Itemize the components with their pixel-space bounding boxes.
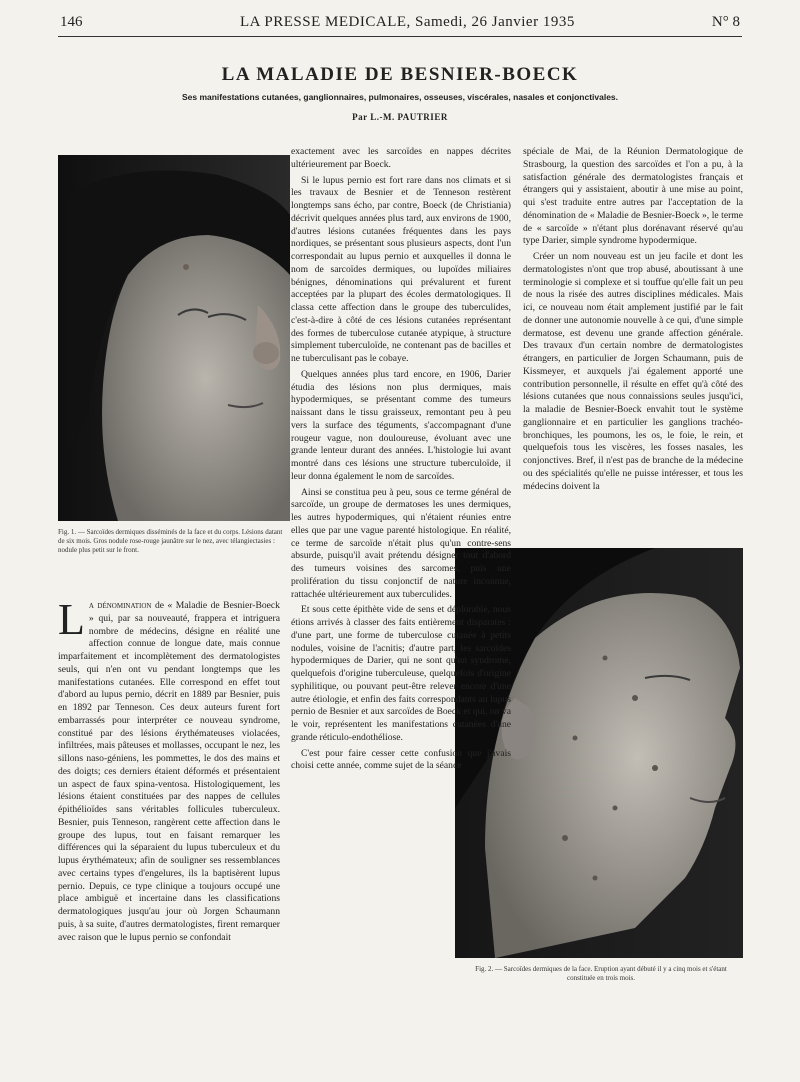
paragraph — [58, 600, 280, 944]
paragraph: Quelques années plus tard encore, en 1906, Darier étudia des lésions non plus dermiques, mais hypodermiques, se présentant comme des tumeurs naissant dans le tissu graisseux, remontant peu à peu vers la surface des téguments, s'accompagnant d'une rougeur vague, non douloureuse, évoluant avec une grande lenteur durant des années. L'histologie lui avant montré dans ces lésions une structure tuberculoïde, il leur donna également le nom de sarcoïdes. — [291, 368, 511, 482]
figure-2-caption: Fig. 2. — Sarcoïdes dermiques de la face. Eruption ayant débuté il y a cinq mois et s'étant constituée en trois mois. — [475, 965, 727, 982]
drop-cap: L — [58, 600, 85, 644]
paragraph: Créer un nom nouveau est un jeu facile et dont les dermatologistes n'ont que trop abusé, aboutissant à une terminologie si complexe et si touffue qu'elle fait un peu de nous la risée des autres disciplines médicales. Mais ici, ce nouveau nom était amplement justifié par le fait de donner une autonomie nouvelle à ce qui, d'une simple dermatose, est devenu une grande affection générale. Des travaux d'un certain nombre de dermatologistes étrangers, en particulier de Jorgen Schaumann, puis de Kissmeyer, et auxquels j'ai également apporté une contribution personnelle, il résulte en effet qu'à côté des lésions cutanées que nous connaissions seules jusqu'ici, la maladie de Besnier-Boeck envahit tout le système ganglionnaire et en particulier les ganglions trachéo-bronchiques, les poumons, les os, le foie, le rein, et quelquefois tous les viscères, les fosses nasales, les conjonctives. Bref, il n'est pas de branche de la médecine ou des spécialités qu'elle ne puisse intéresser, et tous les médecins doivent la — [523, 251, 743, 492]
paragraph-text: de « Maladie de Besnier-Boeck » qui, par sa nouveauté, frappera et intriguera nombre de médecins, désigne en réalité une affection connue de longue date, mais connue imparfaitement et incomplètement des dermatologistes seuls, qui n'en ont vu pendant longtemps que les manifestations cutanées. Elle correspond en effet tout d'abord au lupus pernio, décrit en 1889 par Besnier, puis en 1892 par Tenneson. Ces deux auteurs furent fort embarrassés pour interpréter ce nouveau syndrome, constitué par des lésions érythémateuses violacées, infiltrées, mais pâteuses et mollasses, occupant le nez, les sillons naso-géniens, les pommettes, le dos des mains et des doigts; ces derniers étaient déformés et présentaient un aspect de faux spina-ventosa. Histologiquement, les lésions étaient constituées par des nappes de cellules épithélioïdes sans véritables follicules tuberculeux. Besnier, puis Tenneson, rangèrent cette affection dans le groupe des lupus, tout en faisant remarquer les différences qui la séparaient du lupus tuberculeux et du lupus érythémateux; afin de souligner ses ressemblances avec certains types d'engelures, ils la baptisèrent lupus pernio. Depuis, ce type clinique a toujours occupé une place ambiguë et incertaine dans les classifications dermatologiques jusqu'au jour où Jorgen Schaumann puis, à sa suite, d'autres dermatologistes, firent remarquer avec raison que le lupus pernio se confondait — [58, 600, 280, 943]
column-3 — [523, 146, 743, 538]
paragraph: Ainsi se constitua peu à peu, sous ce terme général de sarcoïde, un groupe de dermatoses les unes dermiques, les autres hypodermiques, qui n'étaient réunies entre elles que par une vague parenté histologique. En réalité, ce terme de sarcoïde n'était plus qu'un contre-sens absurde, puisqu'il avait prétendu désigner tout d'abord des tumeurs voisines des sarcomes, puis une prolifération du tissu conjonctif de nature inconnue, rattachée ultérieurement aux tuberculides. — [291, 486, 511, 600]
article-author: Par L.-M. PAUTRIER — [352, 112, 448, 122]
paragraph: spéciale de Mai, de la Réunion Dermatologique de Strasbourg, la question des sarcoïdes et l'on a pu, à la satisfaction générale des dermatologistes français et étrangers qui y assistaient, aboutir à une mise au point, qui s'est traduite entre autres par l'acceptation de la dénomination de « Maladie de Besnier-Boeck », le terme de « sarcoïde » n'étant plus dorénavant réservé qu'au type Darier, simple syndrome hypodermique. — [523, 146, 743, 247]
paragraph: Si le lupus pernio est fort rare dans nos climats et si les travaux de Besnier et de Tenneson restèrent longtemps sans écho, par contre, Boeck (de Christiania) décrivit quelques années plus tard, aux environs de 1900, d'autres lésions cutanées fréquentes dans les pays nordiques, se présentant sous plusieurs aspects, dont l'un correspondait au lupus pernio et auxquelles il donna le nom de sarcoïdes dermiques, ou lupoïdes miliaires bénignes, dénominations qui prévalurent et furent acceptées par la plupart des écoles dermatologiques. Il classa cette affection dans le groupe des tuberculides, c'est-à-dire à côté de ces lésions cutanées représentant des formes de tuberculose cutanée atypique, à structure simplement tuberculoïde, ne contenant pas de bacilles et ne tuberculisant pas le cobaye. — [291, 174, 511, 364]
paragraph: Et sous cette épithète vide de sens et déplorable, nous étions arrivés à classer des faits entièrement disparates : d'une part, une forme de tuberculose cutanée à petits nodules, voisine de l'acnitis; d'autre part, les sarcoïdes hypodermiques de Darier, qui ne sont qu'un syndrome, quelquefois d'origine tuberculeuse, quelquefois d'origine syphilitique, ou pouvant peut-être relever encore d'une autre étiologie, et enfin des faits correspondants au lupus pernio de Besnier et aux sarcoïdes de Boeck et qui, on va le voir, représentent les manifestations cutanées d'une grande réticulo-endothéliose. — [291, 604, 511, 743]
header-rule — [58, 36, 742, 37]
paragraph: exactement avec les sarcoïdes en nappes décrites ultérieurement par Boeck. — [291, 146, 511, 170]
journal-header: LA PRESSE MEDICALE, Samedi, 26 Janvier 1935 — [240, 14, 575, 30]
page-number: 146 — [60, 14, 83, 30]
column-1 — [58, 600, 280, 1070]
face-profile-illustration — [58, 155, 290, 521]
issue-number: N° 8 — [711, 14, 740, 30]
article-subtitle: Ses manifestations cutanées, ganglionnaires, pulmonaires, osseuses, viscérales, nasales et conjonctivales. — [181, 92, 619, 102]
figure-1-photo — [58, 155, 290, 521]
figure-1-caption: Fig. 1. — Sarcoïdes dermiques disséminés de la face et du corps. Lésions datant de six mois. Gros nodule rose-rouge jaunâtre sur le nez, avec télangiectasies : nodule plus petit sur le front. — [58, 528, 283, 554]
paragraph: C'est pour faire cesser cette confusion que j'avais choisi cette année, comme sujet de la séance — [291, 747, 511, 772]
lead-in: a dénomination — [88, 600, 152, 611]
column-2 — [291, 146, 511, 1074]
article-title: LA MALADIE DE BESNIER-BOECK — [221, 64, 579, 85]
